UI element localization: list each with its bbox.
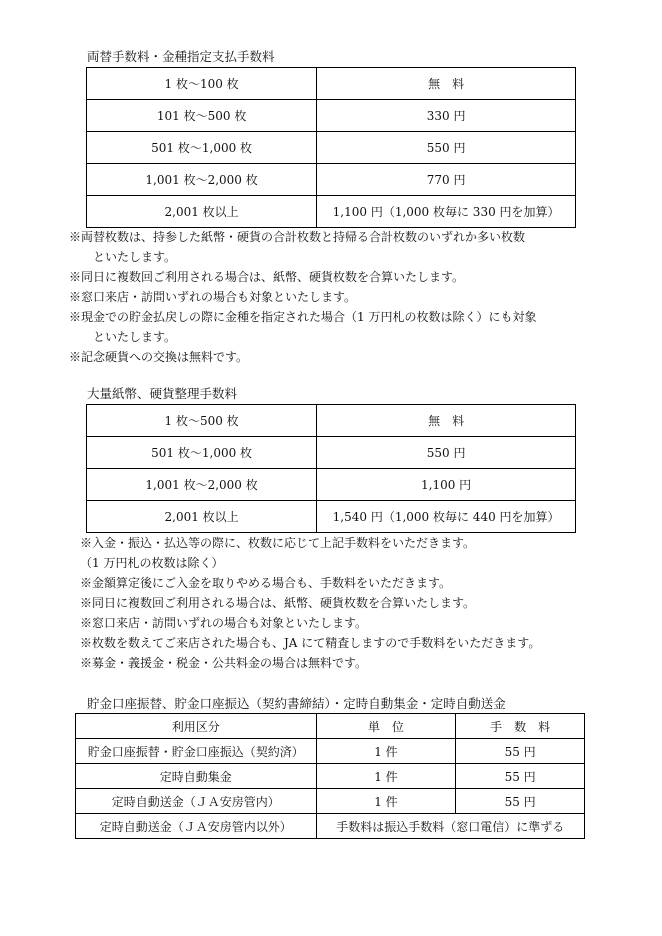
note: ※両替枚数は、持参した紙幣・硬貨の合計枚数と持帰る合計枚数のいずれか多い枚数 といたします。 bbox=[69, 230, 526, 264]
fee-cell: 1,100 円（1,000 枚毎に 330 円を加算） bbox=[317, 196, 576, 228]
fee-cell: 無 料 bbox=[317, 405, 576, 437]
category-cell: 定時自動送金（ＪＡ安房管内以外） bbox=[76, 814, 317, 839]
unit-cell: 1 件 bbox=[316, 764, 456, 789]
note: ※同日に複数回ご利用される場合は、紙幣、硬貨枚数を合算いたします。 bbox=[69, 270, 465, 284]
table-row bbox=[87, 196, 576, 228]
note: ※入金・振込・払込等の際に、枚数に応じて上記手数料をいただきます。 bbox=[80, 536, 476, 550]
bulk-handling-fee-notes bbox=[80, 533, 540, 673]
range-cell: 1 枚～100 枚 bbox=[87, 68, 317, 100]
table-row bbox=[87, 100, 576, 132]
table-row bbox=[87, 68, 576, 100]
range-cell: 1,001 枚～2,000 枚 bbox=[87, 164, 317, 196]
fee-cell: 770 円 bbox=[317, 164, 576, 196]
note: ※枚数を数えてご来店された場合も、JA にて精査しますので手数料をいただきます。 bbox=[80, 636, 541, 650]
note: ※窓口来店・訪問いずれの場合も対象といたします。 bbox=[69, 290, 357, 304]
range-cell: 501 枚～1,000 枚 bbox=[87, 132, 317, 164]
category-cell: 貯金口座振替・貯金口座振込（契約済） bbox=[76, 739, 317, 764]
merged-fee-cell: 手数料は振込手数料（窓口電信）に準ずる bbox=[316, 814, 584, 839]
note: ※窓口来店・訪問いずれの場合も対象といたします。 bbox=[80, 616, 368, 630]
range-cell: 1,001 枚～2,000 枚 bbox=[87, 469, 317, 501]
note: ※記念硬貨への交換は無料です。 bbox=[69, 350, 249, 364]
table-row bbox=[87, 501, 576, 533]
exchange-fee-title: 両替手数料・金種指定支払手数料 bbox=[87, 49, 275, 64]
note: ※同日に複数回ご利用される場合は、紙幣、硬貨枚数を合算いたします。 bbox=[80, 596, 476, 610]
category-cell: 定時自動送金（ＪＡ安房管内） bbox=[76, 789, 317, 814]
table-header-row bbox=[76, 714, 585, 739]
table-row bbox=[87, 469, 576, 501]
fee-cell: 1,540 円（1,000 枚毎に 440 円を加算） bbox=[317, 501, 576, 533]
header-fee: 手 数 料 bbox=[456, 714, 585, 739]
range-cell: 1 枚～500 枚 bbox=[87, 405, 317, 437]
fee-cell: 330 円 bbox=[317, 100, 576, 132]
fee-cell: 550 円 bbox=[317, 132, 576, 164]
account-transfer-fee-title: 貯金口座振替、貯金口座振込（契約書締結）・定時自動集金・定時自動送金 bbox=[87, 696, 506, 711]
table-row bbox=[87, 437, 576, 469]
table-row bbox=[87, 164, 576, 196]
note: ※現金での貯金払戻しの際に金種を指定された場合（1 万円札の枚数は除く）にも対象 といたします。 bbox=[69, 310, 537, 344]
bulk-handling-fee-table bbox=[86, 404, 576, 533]
table-row bbox=[87, 132, 576, 164]
note: （1 万円札の枚数は除く） bbox=[80, 556, 224, 570]
fee-cell: 55 円 bbox=[456, 789, 585, 814]
header-category: 利用区分 bbox=[76, 714, 317, 739]
table-row bbox=[76, 814, 585, 839]
fee-cell: 550 円 bbox=[317, 437, 576, 469]
exchange-fee-notes bbox=[69, 227, 536, 367]
fee-cell: 無 料 bbox=[317, 68, 576, 100]
range-cell: 501 枚～1,000 枚 bbox=[87, 437, 317, 469]
note: ※募金・義援金・税金・公共料金の場合は無料です。 bbox=[80, 656, 368, 670]
note: ※金額算定後にご入金を取りやめる場合も、手数料をいただきます。 bbox=[80, 576, 452, 590]
unit-cell: 1 件 bbox=[316, 739, 456, 764]
fee-cell: 55 円 bbox=[456, 764, 585, 789]
table-row bbox=[76, 739, 585, 764]
exchange-fee-table bbox=[86, 67, 576, 228]
fee-cell: 55 円 bbox=[456, 739, 585, 764]
header-unit: 単 位 bbox=[316, 714, 456, 739]
unit-cell: 1 件 bbox=[316, 789, 456, 814]
fee-cell: 1,100 円 bbox=[317, 469, 576, 501]
range-cell: 2,001 枚以上 bbox=[87, 501, 317, 533]
bulk-handling-fee-title: 大量紙幣、硬貨整理手数料 bbox=[87, 386, 238, 401]
table-row bbox=[76, 789, 585, 814]
account-transfer-fee-table bbox=[75, 713, 585, 839]
range-cell: 2,001 枚以上 bbox=[87, 196, 317, 228]
table-row bbox=[76, 764, 585, 789]
range-cell: 101 枚～500 枚 bbox=[87, 100, 317, 132]
table-row bbox=[87, 405, 576, 437]
category-cell: 定時自動集金 bbox=[76, 764, 317, 789]
